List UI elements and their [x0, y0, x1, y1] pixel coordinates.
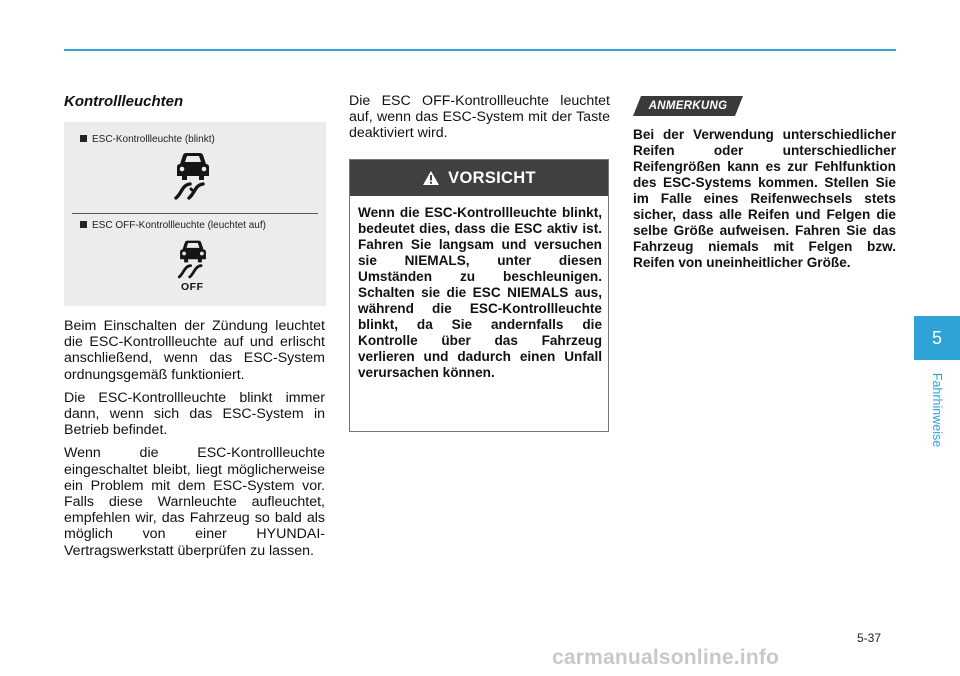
esc-off-warning-icon: [174, 239, 212, 281]
watermark: carmanualsonline.info: [552, 646, 780, 669]
off-label: OFF: [181, 281, 204, 293]
chapter-label-text: Fahrhinweise: [930, 372, 944, 448]
body-paragraph: Wenn die ESC-Kontrollleuchte eingeschaltet bleibt, liegt möglicherweise ein Problem mit dem ESC-System vor. Falls diese Warnleuchte aufleuchtet, empfehlen wir, das Fahrzeug so bald als möglich von einer HYUNDAI-Vertragswerkstatt überprüfen zu lassen.: [64, 445, 325, 559]
note-badge-label: ANMERKUNG: [648, 100, 728, 112]
warning-lamp-panel: [64, 122, 326, 306]
note-text: Bei der Verwendung unterschiedlicher Reifen oder unterschiedlicher Reifengrößen kann es zur Fehlfunktion des ESC-Systems kommen. Stellen Sie im Falle eines Reifenwechsels stets sicher, dass alle Reifen und Felgen die selbe Größe aufweisen. Fahren Sie das Fahrzeug niemals mit Felgen bzw. Reifen von uneinheitlicher Größe.: [633, 127, 896, 270]
esc-off-intro: Die ESC OFF-Kontrollleuchte leuchtet auf, wenn das ESC-System mit der Taste deaktiviert wird.: [349, 93, 610, 142]
page-number: 5-37: [857, 631, 882, 645]
note-badge: [633, 96, 743, 116]
top-rule: [64, 49, 896, 51]
bullet-square-icon: [80, 221, 87, 228]
esc-lamp-caption: [80, 134, 215, 145]
body-paragraph: Die ESC-Kontrollleuchte blinkt immer dann, wenn sich das ESC-System in Betrieb befindet.: [64, 389, 325, 439]
caution-text: Wenn die ESC-Kontrollleuchte blinkt, bedeutet dies, dass die ESC aktiv ist. Fahren Sie langsam und versuchen sie NIEMALS, unter diesen Umständen zu beschleunigen. Schalten sie die ESC NIEMALS aus, während die ESC-Kontrollleuchte blinkt, da Sie andernfalls die Kontrolle über das Fahrzeug verlieren und dadurch einen Unfall verursachen können.: [358, 205, 602, 380]
chapter-label: [931, 365, 943, 453]
caution-box: [349, 159, 609, 432]
section-title: Kontrollleuchten: [64, 93, 184, 110]
warning-triangle-icon: [422, 170, 440, 186]
chapter-tab: 5: [914, 316, 960, 360]
caution-title: VORSICHT: [448, 168, 536, 187]
esc-warning-icon: [170, 151, 216, 203]
body-paragraph: Beim Einschalten der Zündung leuchtet die ESC-Kontrollleuchte auf und erlischt anschließend, wenn das ESC-System ordnungsgemäß funktioniert.: [64, 318, 325, 383]
esc-off-lamp-caption: [80, 220, 266, 231]
bullet-square-icon: [80, 135, 87, 142]
esc-off-lamp-caption-text: ESC OFF-Kontrollleuchte (leuchtet auf): [92, 220, 266, 231]
body-text: [64, 318, 325, 566]
esc-lamp-caption-text: ESC-Kontrollleuchte (blinkt): [92, 134, 215, 145]
caution-header: [350, 160, 608, 196]
lamp-separator: [72, 213, 318, 214]
